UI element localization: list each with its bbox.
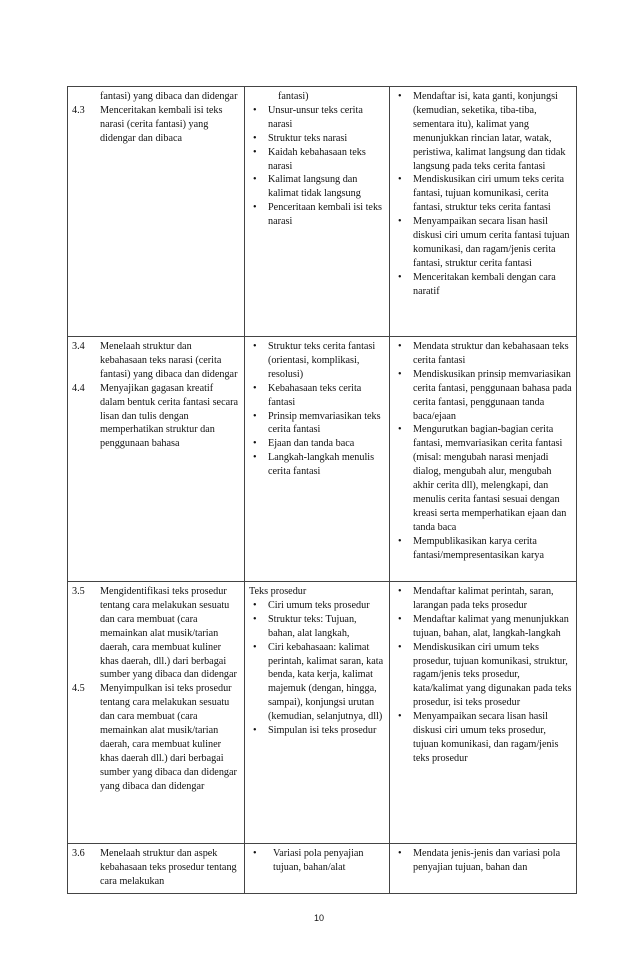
- materi-list: [249, 340, 385, 479]
- kd-entry: [72, 847, 240, 889]
- kd-entry: [72, 104, 240, 146]
- kd-number: [72, 90, 100, 104]
- materi-item: • Unsur-unsur teks cerita narasi: [249, 104, 385, 132]
- kegiatan-item: • Mendata struktur dan kebahasaan teks cerita fantasi: [394, 340, 572, 368]
- kegiatan-item: • Menceritakan kembali dengan cara naratif: [394, 271, 572, 299]
- materi-pembelajaran-cell: [245, 582, 390, 844]
- kd-text: Menyajikan gagasan kreatif dalam bentuk cerita fantasi secara lisan dan tulis dengan memperhatikan struktur dan penggunaan bahasa: [100, 382, 239, 450]
- materi-title: Teks prosedur: [249, 586, 307, 597]
- kegiatan-item: • Mendaftar isi, kata ganti, konjungsi (kemudian, seketika, tiba-tiba, sementara itu), kalimat yang menunjukkan rincian latar, watak, peristiwa, kalimat langsung dan tidak langsung pada teks cerita fantasi: [394, 90, 572, 173]
- table-row: [68, 337, 577, 582]
- kegiatan-item: • Menyampaikan secara lisan hasil diskusi ciri umum teks prosedur, tujuan komunikasi, dan ragam/jenis teks prosedur: [394, 710, 572, 766]
- kd-entry: [72, 340, 240, 382]
- materi-pembelajaran-cell: [245, 87, 390, 337]
- kd-text: Menelaah struktur dan aspek kebahasaan teks prosedur tentang cara melakukan: [100, 848, 237, 887]
- kegiatan-pembelajaran-cell: [390, 87, 577, 337]
- kompetensi-dasar-cell: [68, 844, 245, 894]
- curriculum-table-body: [68, 87, 577, 894]
- materi-item: • Variasi pola penyajian tujuan, bahan/alat: [249, 847, 385, 875]
- materi-item: • Ejaan dan tanda baca: [249, 437, 385, 451]
- materi-pembelajaran-cell: [245, 844, 390, 894]
- table-row: [68, 582, 577, 844]
- kd-entry: [72, 90, 240, 104]
- kd-number: 4.3: [72, 104, 85, 116]
- kegiatan-item: • Mempublikasikan karya cerita fantasi/mempresentasikan karya: [394, 535, 572, 563]
- materi-item: • Langkah-langkah menulis cerita fantasi: [249, 451, 385, 479]
- materi-item: • Simpulan isi teks prosedur: [249, 724, 385, 738]
- kd-number: 3.5: [72, 586, 85, 597]
- kegiatan-item: • Mendaftar kalimat yang menunjukkan tujuan, bahan, alat, langkah-langkah: [394, 613, 572, 641]
- page-number: 10: [313, 913, 324, 923]
- table-row: [68, 87, 577, 337]
- kd-entry: [72, 382, 240, 452]
- kompetensi-dasar-cell: [68, 337, 245, 582]
- materi-item: • Kalimat langsung dan kalimat tidak langsung: [249, 173, 385, 201]
- kd-number: 4.5: [72, 683, 85, 695]
- kd-entry: [72, 682, 240, 793]
- kegiatan-item: • Mendaftar kalimat perintah, saran, larangan pada teks prosedur: [394, 585, 572, 613]
- kd-text: Menelaah struktur dan kebahasaan teks narasi (cerita fantasi) yang dibaca dan didengar: [100, 341, 238, 380]
- materi-item: • Ciri umum teks prosedur: [249, 599, 385, 613]
- kegiatan-item: • Mengurutkan bagian-bagian cerita fantasi, memvariasikan cerita fantasi (misal: mengubah narasi menjadi dialog, mengubah alur, mengubah akhir cerita dll), melengkapi, dan menulis cerita fantasi sesuai dengan kreasi serta memperhatikan ejaan dan tanda baca: [394, 423, 572, 534]
- kompetensi-dasar-cell: [68, 87, 245, 337]
- table-row: [68, 844, 577, 894]
- materi-continuation: fantasi): [278, 91, 309, 102]
- kegiatan-pembelajaran-cell: [390, 337, 577, 582]
- kd-number: 3.6: [72, 848, 85, 859]
- kd-text: Menceritakan kembali isi teks narasi (cerita fantasi) yang didengar dan dibaca: [100, 104, 223, 144]
- materi-item: • Ciri kebahasaan: kalimat perintah, kalimat saran, kata benda, kata kerja, kalimat majemuk (dengan, hingga, sampai), konjungsi urutan (kemudian, selanjutnya, dll): [249, 641, 385, 724]
- materi-list: [249, 847, 385, 875]
- kompetensi-dasar-cell: [68, 582, 245, 844]
- materi-item: • Penceritaan kembali isi teks narasi: [249, 201, 385, 229]
- kegiatan-list: [394, 847, 572, 875]
- kegiatan-item: • Mendiskusikan ciri umum teks prosedur, tujuan komunikasi, struktur, ragam/jenis teks prosedur, kata/kalimat yang digunakan pada teks prosedur, isi teks prosedur: [394, 641, 572, 711]
- kegiatan-list: [394, 585, 572, 766]
- kegiatan-item: • Mendata jenis-jenis dan variasi pola penyajian tujuan, bahan dan: [394, 847, 572, 875]
- kd-text: fantasi) yang dibaca dan didengar: [100, 91, 238, 102]
- materi-item: • Struktur teks cerita fantasi (orientasi, komplikasi, resolusi): [249, 340, 385, 382]
- kd-number: 3.4: [72, 341, 85, 352]
- materi-item: • Struktur teks: Tujuan, bahan, alat langkah,: [249, 613, 385, 641]
- kegiatan-pembelajaran-cell: [390, 582, 577, 844]
- materi-item: • Prinsip memvariasikan teks cerita fantasi: [249, 410, 385, 438]
- kd-number: 4.4: [72, 382, 85, 394]
- kd-text: Mengidentifikasi teks prosedur tentang cara melakukan sesuatu dan cara membuat (cara memainkan alat musik/tarian daerah, cara membuat kuliner khas daerah, dll.) dari berbagai sumber yang dibaca dan didengar: [100, 586, 237, 681]
- curriculum-table: [67, 86, 577, 894]
- kd-entry: [72, 585, 240, 682]
- kegiatan-item: • Mendiskusikan prinsip memvariasikan cerita fantasi, penggunaan bahasa pada cerita fantasi, penggunaan tanda baca/ejaan: [394, 368, 572, 424]
- materi-pembelajaran-cell: [245, 337, 390, 582]
- materi-list: [249, 104, 385, 229]
- kegiatan-list: [394, 340, 572, 563]
- kegiatan-pembelajaran-cell: [390, 844, 577, 894]
- materi-item: • Kaidah kebahasaan teks narasi: [249, 146, 385, 174]
- kegiatan-list: [394, 90, 572, 299]
- kegiatan-item: • Menyampaikan secara lisan hasil diskusi ciri umum cerita fantasi tujuan komunikasi, dan ragam/jenis cerita fantasi, struktur cerita fantasi: [394, 215, 572, 271]
- materi-item: • Struktur teks narasi: [249, 132, 385, 146]
- kd-text: Menyimpulkan isi teks prosedur tentang cara melakukan sesuatu dan cara membuat (cara memainkan alat musik/tarian daerah, cara membuat kuliner khas daerah dll.) dari berbagai sumber yang dibaca dan didengar yang dibaca dan didengar: [100, 683, 237, 792]
- materi-list: [249, 599, 385, 738]
- materi-item: • Kebahasaan teks cerita fantasi: [249, 382, 385, 410]
- kegiatan-item: • Mendiskusikan ciri umum teks cerita fantasi, tujuan komunikasi, cerita fantasi, struktur teks cerita fantasi: [394, 173, 572, 215]
